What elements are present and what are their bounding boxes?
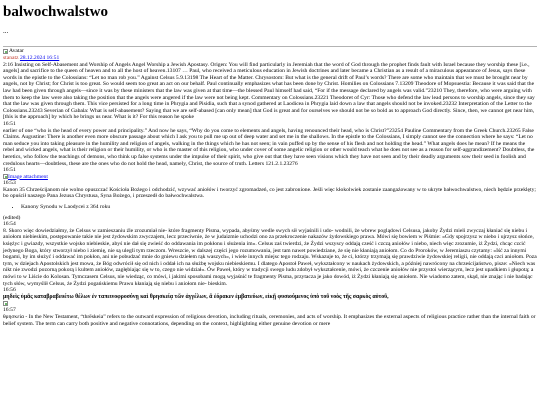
broken-image-icon: [3, 301, 8, 306]
image-attachment[interactable]: [3, 174, 537, 181]
timestamp: 16:57: [3, 307, 16, 314]
timestamp: 16:51: [3, 120, 16, 127]
message-text: Kanon 35 Chrześcijanom nie wolno opuszczać Kościoła Bożego i odchodzić, wzywać aniołów i tworzyć zgromadzeń, co jest zabronione. Jeśli więc kłokolwiek zostanie zaangażowany w to ukryte bałwochwalstwo, niech będzie przeklęty; bo opuścił naszego Pana Jezusa Chrystusa, Syna Bożego, i przeszedł do bałwochwalstwa.: [3, 186, 536, 200]
avatar: [3, 48, 537, 55]
image-attachment-link[interactable]: Image attachment: [8, 173, 48, 180]
avatar-alt-text: Avatar: [9, 48, 24, 55]
message-text: earlier of one “who is the head of every power and principality.” And now he says, “Why do you come to elements and angels, having renounced their head, who is Christ?”23254 Pauline Commentary from the Greek Church.23265 False Claims. Augustine: There is another even more obscure passage about which I ask you to pull me up out of deep water and set me in the shallows. In the epistle to the Colossians, I simply cannot see the connection where he says: “Let no man seduce you into taking pleasure in the humility and religion of angels, walking in the things which he has not seen; in vain puffed up by the sense of his flesh and not holding the head.” What angels does he mean? If he means the rebel and wicked angels, what is their religion or their humility, or who is the master of this religion, who under cover of some angelic religion or other would teach what he does not see as a reason for self-aggrandizement? Doubtless, the heretics, who follow the teachings of demons, who think up false systems under the impulse of their spirit, who give out that they have seen visions which they have not seen and by their deadly arguments sow their seed in foolish and credulous hearts—doubtless, these are the ones who do not hold the head, namely, Christ, the source of truth. Letters 121.2.1.23276: [3, 127, 535, 167]
message-text: θρησκεία - In the New Testament, “thrēskeia” refers to the outward expression of religious devotion, including rituals, ceremonies, and acts of worship. It emphasizes the external aspects of religious practice rather than the internal faith or belief system. The term can carry both positive and negative connotations, depending on the context, highlighting either genuine devotion or mere: [3, 313, 536, 327]
reference-list: [3, 204, 537, 211]
timestamp: 16:56: [3, 287, 16, 294]
message-text: 2:16 Insisting on Self-Abasement and Worship of Angels Angel Worship a Jewish Apostasy. Origen: You will find particularly in Jeremiah that the word of God through the prophet finds fault with Israel because they worship these [i.e., angels] and sacrifice to the queen of heaven and to all the host of heaven.13107 … Paul, who received a meticulous education in Jewish doctrines and later became a Christian as a result of a miraculous appearance of Jesus, says these words in the epistle to the Colossians: “Let no man rob you.” Against Celsus 5.9.13198 The Heart of the Matter. Chrysostom: But what is the general drift of Paul’s words? There are some who maintain that we must be brought near by angels, not by Christ; for Christ is too great. So would seem too great an act on our behalf. Paul continually emphasizes what has been done by Christ. Homilies on Colossians 7.13209 Theodore of Mopsuestia: Because it was said that the law had been given through angels—since it was by these ministers that the law was given at that time—the blessed Paul himself had said, “For if the message declared by angels was valid.”23210 They, therefore, who were arguing with them to keep the law were also taking the position that the angels were angered if the law were not being kept. Commentary on Colossians.23221 Theodoret of Cyr: Those who defend the law lead persons to worship angels, since they say that the law was given through them. This vice persisted for a long time in Phrygia and Pisidia, such that a synod gathered at Laodicea in Phrygia laid down a law that angels should not be invoked.23232 Interpretation of the Letter to the Colossians.23243 Severian of Gabala: What is self-abasement? Saying that we are self-abased [can only mean] that God is great and for ourselves we should not be so bold as to approach God directly. Since, then, we cannot get near him, [this is the approach] by which he brings us near. What is it? For this reason he spoke: [3, 61, 535, 121]
page-title: balwochwalstwo: [3, 4, 109, 20]
divider: [3, 46, 537, 47]
broken-image-icon: [3, 49, 8, 54]
timestamp: 16:53: [3, 180, 16, 187]
timestamp: 16:54: [3, 221, 16, 228]
ellipsis-text: ...: [3, 27, 9, 35]
timestamp: 16:51: [3, 167, 16, 174]
author-name[interactable]: stanatz: [3, 55, 19, 61]
list-item: • Kanony Synodu w Laodycei z 364 roku: [21, 204, 537, 211]
message-text: 8. Skoro więc dowiedziałmy, że Celsus w zamieszaniu źle zrozumiał nie- które fragmenty Pisma, wypada, abyśmy wedle swych sił wyjaśnili i udo- wodnili, że wbrew poglądowi Celsusa, jakoby Żydzi mieli zwyczaj kłaniać się niebu i aniołom niebieskim, postępowanie takie nie jest żydowskim zwyczajem, lecz przeciwnie, że w judaizmie uchodzi ono za przekroczenie nakazów żydowskiego prawa. Mówi się bowiem w Piśmie: «Gdy spojrzysz w niebo i ujrzysz słońce, księżyc i gwiazdy, wszystkie wojsko niebieskie, abyś nie dał się zwieść do oddawania im pokłonu i służenia im». Celsus zaś twierdzi, że Żydzi wszyscy oddają cześć i czczą aniołów i niebo, niech więc zrozumie, iż Żydzi, chcąc czcić jedynego Boga, który stworzył niebo i ziemię, nie są ulegli tym rzeczom. Wreszcie, w dalszej części jego rozumowania, jest tam nawet powiedziane, że się nie kłaniają aniołom. Co do Proroków, w Jeremiaszu czytamy: «Iść za innymi bogami, by im służyć i oddawać im pokłon, ani nie pobudzać mnie do gniewu dziełem rąk waszych», i wiele innych miejsc tego rodzaju. Wskazuje to, że ci, którzy trzymają się prawdziwie żydowskiej religii, nie oddają czci aniołom. Poza tym, w dziejach Apostolskich jest mowa, że Bóg odwrócił się od nich i oddał ich na służbę wojsku niebieskiemu. I dlatego Apostoł Paweł, wykształcony w naukach żydowskich, a później nawrócony na chrześcijaństwo, pisze: «Niech was nikt nie zwodzi pozorną pokorą i kultem aniołów, zagłębiając się w to, czego nie widział». Ów Paweł, który w tradycji swego ludu zdobył wykształcenie, mówi, że czczenie aniołów nie przystoi wierzącym, lecz jest upadkiem i głupotą; a mówi to w Liście do Kolosan. Tymczasem Celsus, nie wiedząc, co mówi, i jakimi sposobami mogą wyjaśnić te fragmenty Pisma, przytacza je jako dowód, iż Żydzi kłaniają się aniołom. Nie wiadomo zatem, skąd, nie znając i nie badając tych słów, wymyślił Celsus, że Żydzi pogańskiemu Prawu kłaniają się niebu i aniołom nie- bieskim.: [3, 227, 537, 287]
post-meta: [3, 55, 537, 62]
broken-image-icon: [3, 174, 8, 179]
edited-label: (edited): [3, 214, 21, 221]
post-date-link[interactable]: 28.12.2024 16:51: [19, 55, 60, 61]
image-attachment[interactable]: [3, 301, 537, 308]
greek-verse: μηδεὶς ὑμᾶς καταβραβευέτω θέλων ἐν ταπεινοφροσύνῃ καὶ θρησκείᾳ τῶν ἀγγέλων, ἃ ἑόρακεν ἐμβατεύων, εἰκῇ φυσιούμενος ὑπὸ τοῦ νοὸς τῆς σαρκὸς αὐτοῦ,: [3, 293, 389, 300]
page-content: [0, 4, 540, 327]
